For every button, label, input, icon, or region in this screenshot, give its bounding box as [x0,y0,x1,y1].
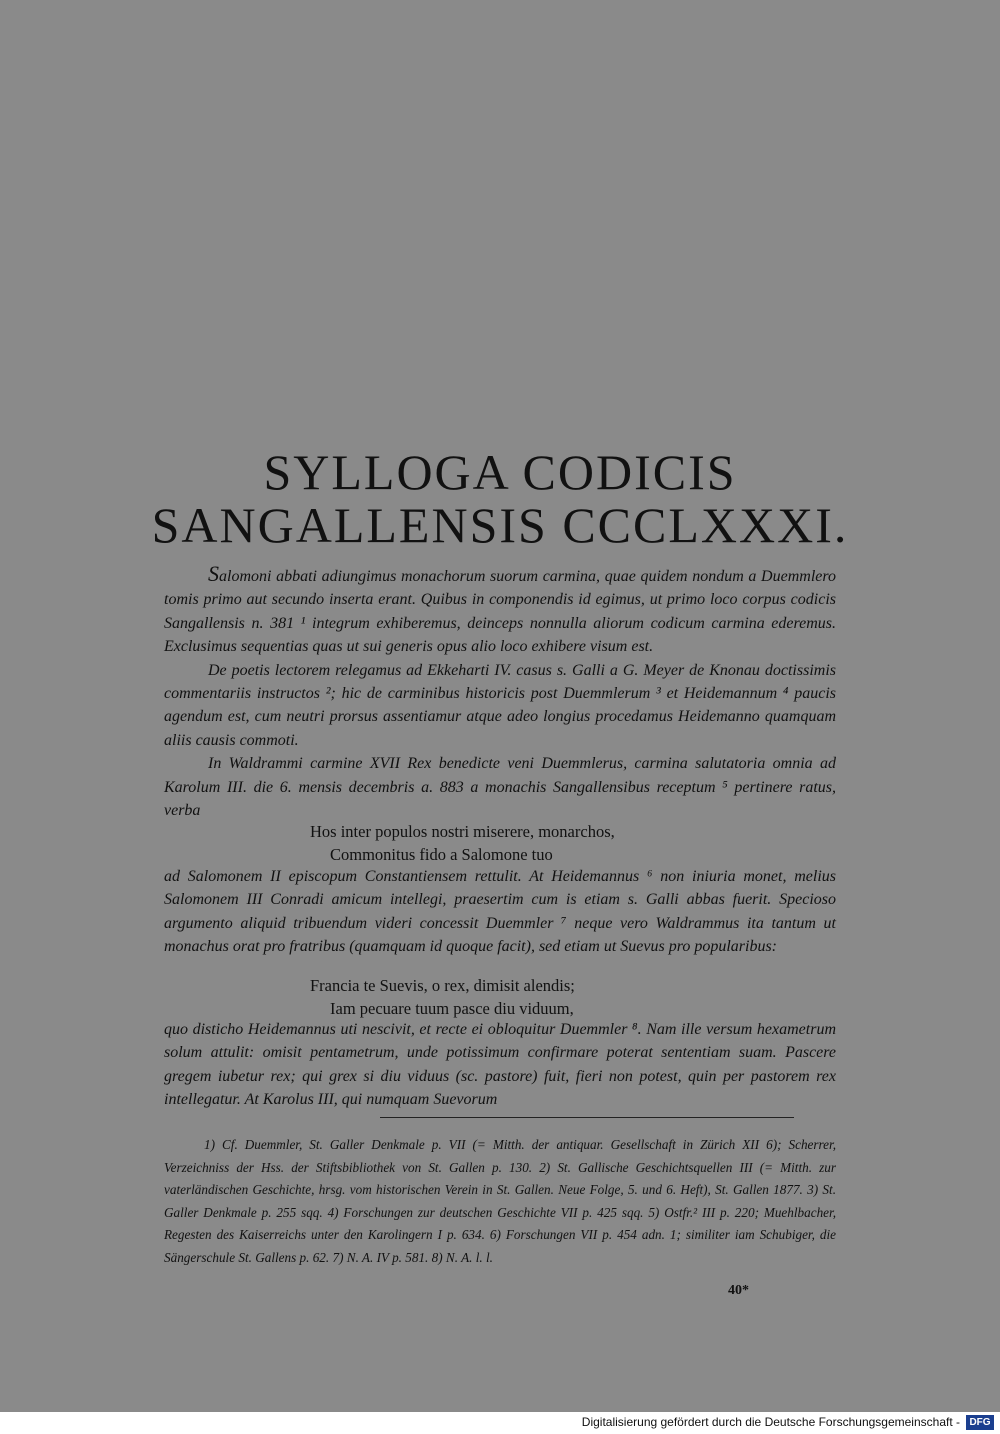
page-number: 40* [728,1283,749,1298]
page-title-line-1: SYLLOGA CODICIS [263,444,737,500]
paragraph-5-block [164,1018,836,1112]
paragraph-1-text: alomoni abbati adiungimus monachorum suorum carmina, quae quidem nondum a Duemmlero tomis primo aut secundo inserta erant. Quibus in componendis id egimus, ut primo loco corpus codicis Sangallensis n. 381 ¹ integrum exhiberemus, deinceps nonnulla aliorum codicum carmina ederemus. Exclusimus sequentias quas ut sui generis opus alio loco exhibere visum est. [164,568,836,656]
footnotes [164,1134,836,1269]
page-title-line-2: SANGALLENSIS CCCLXXXI. [151,497,849,553]
footer-bar [0,1412,1000,1434]
paragraph-4-block [164,865,836,959]
drop-cap: S [208,561,219,586]
verse-2-line-2: Iam pecuare tuum pasce diu viduum, [330,999,574,1018]
footnote-divider [380,1117,794,1118]
footer-credit-text: Digitalisierung gefördert durch die Deutsche Forschungsgemeinschaft - [581,1415,960,1429]
paragraph-5: quo disticho Heidemannus uti nescivit, et recte ei obloquitur Duemmler ⁸. Nam ille versum hexametrum solum attulit: omisit pentametrum, unde potissimum confirmare poterat sententiam suam. Pascere gregem iubetur rex; qui grex si diu viduus (sc. pastore) fuit, fieri non potest, quin per pastorem rex intellegatur. At Karolus III, qui numquam Suevorum [164,1021,836,1109]
verse-2 [164,974,836,1020]
intro-block [164,562,836,822]
paragraph-1 [164,562,836,659]
verse-2-line-1: Francia te Suevis, o rex, dimisit alendis; [310,976,575,995]
verse-1-line-2: Commonitus fido a Salomone tuo [330,845,553,864]
paragraph-2: De poetis lectorem relegamus ad Ekkeharti IV. casus s. Galli a G. Meyer de Knonau doctissimis commentariis instructos ²; hic de carminibus historicis post Duemmlerum ³ et Heidemannum ⁴ paucis agendum est, cum neutri prorsus assentiamur atque adeo longius procedamus Heidemanno quamquam aliis causis commoti. [164,661,836,749]
paragraph-4: ad Salomonem II episcopum Constantiensem rettulit. At Heidemannus ⁶ non iniuria monet, melius Salomonem III Conradi amicum intellegi, praesertim cum is etiam s. Galli abbas fuerit. Specioso argumento aliquid tribuendum videri concessit Duemmler ⁷ neque vero Waldrammus ita tantum ut monachus orat pro fratribus (quamquam id quoque facit), sed etiam ut Suevus pro popularibus: [164,868,836,956]
paragraph-3: In Waldrammi carmine XVII Rex benedicte veni Duemmlerus, carmina salutatoria omnia ad Karolum III. die 6. mensis decembris a. 883 a monachis Sangallensibus receptum ⁵ pertinere ratus, verba [164,755,836,820]
verse-1 [164,820,836,866]
dfg-logo[interactable]: DFG [966,1415,994,1430]
footnotes-text: 1) Cf. Duemmler, St. Galler Denkmale p. VII (= Mitth. der antiquar. Gesellschaft in Zürich XII 6); Scherrer, Verzeichniss der Hss. der Stiftsbibliothek von St. Gallen p. 130. 2) St. Gallische Geschichtsquellen III (= Mitth. zur vaterländischen Geschichte, hrsg. vom historischen Verein in St. Gallen. Neue Folge, 5. und 6. Heft), St. Gallen 1877. 3) St. Galler Denkmale p. 255 sqq. 4) Forschungen zur deutschen Geschichte VII p. 425 sqq. 5) Ostfr.² III p. 220; Muehlbacher, Regesten des Kaiserreichs unter den Karolingern I p. 634. 6) Forschungen VII p. 454 adn. 1; similiter iam Schubiger, die Sängerschule St. Gallens p. 62. 7) N. A. IV p. 581. 8) N. A. l. l. [164,1137,836,1265]
verse-1-line-1: Hos inter populos nostri miserere, monarchos, [310,822,615,841]
